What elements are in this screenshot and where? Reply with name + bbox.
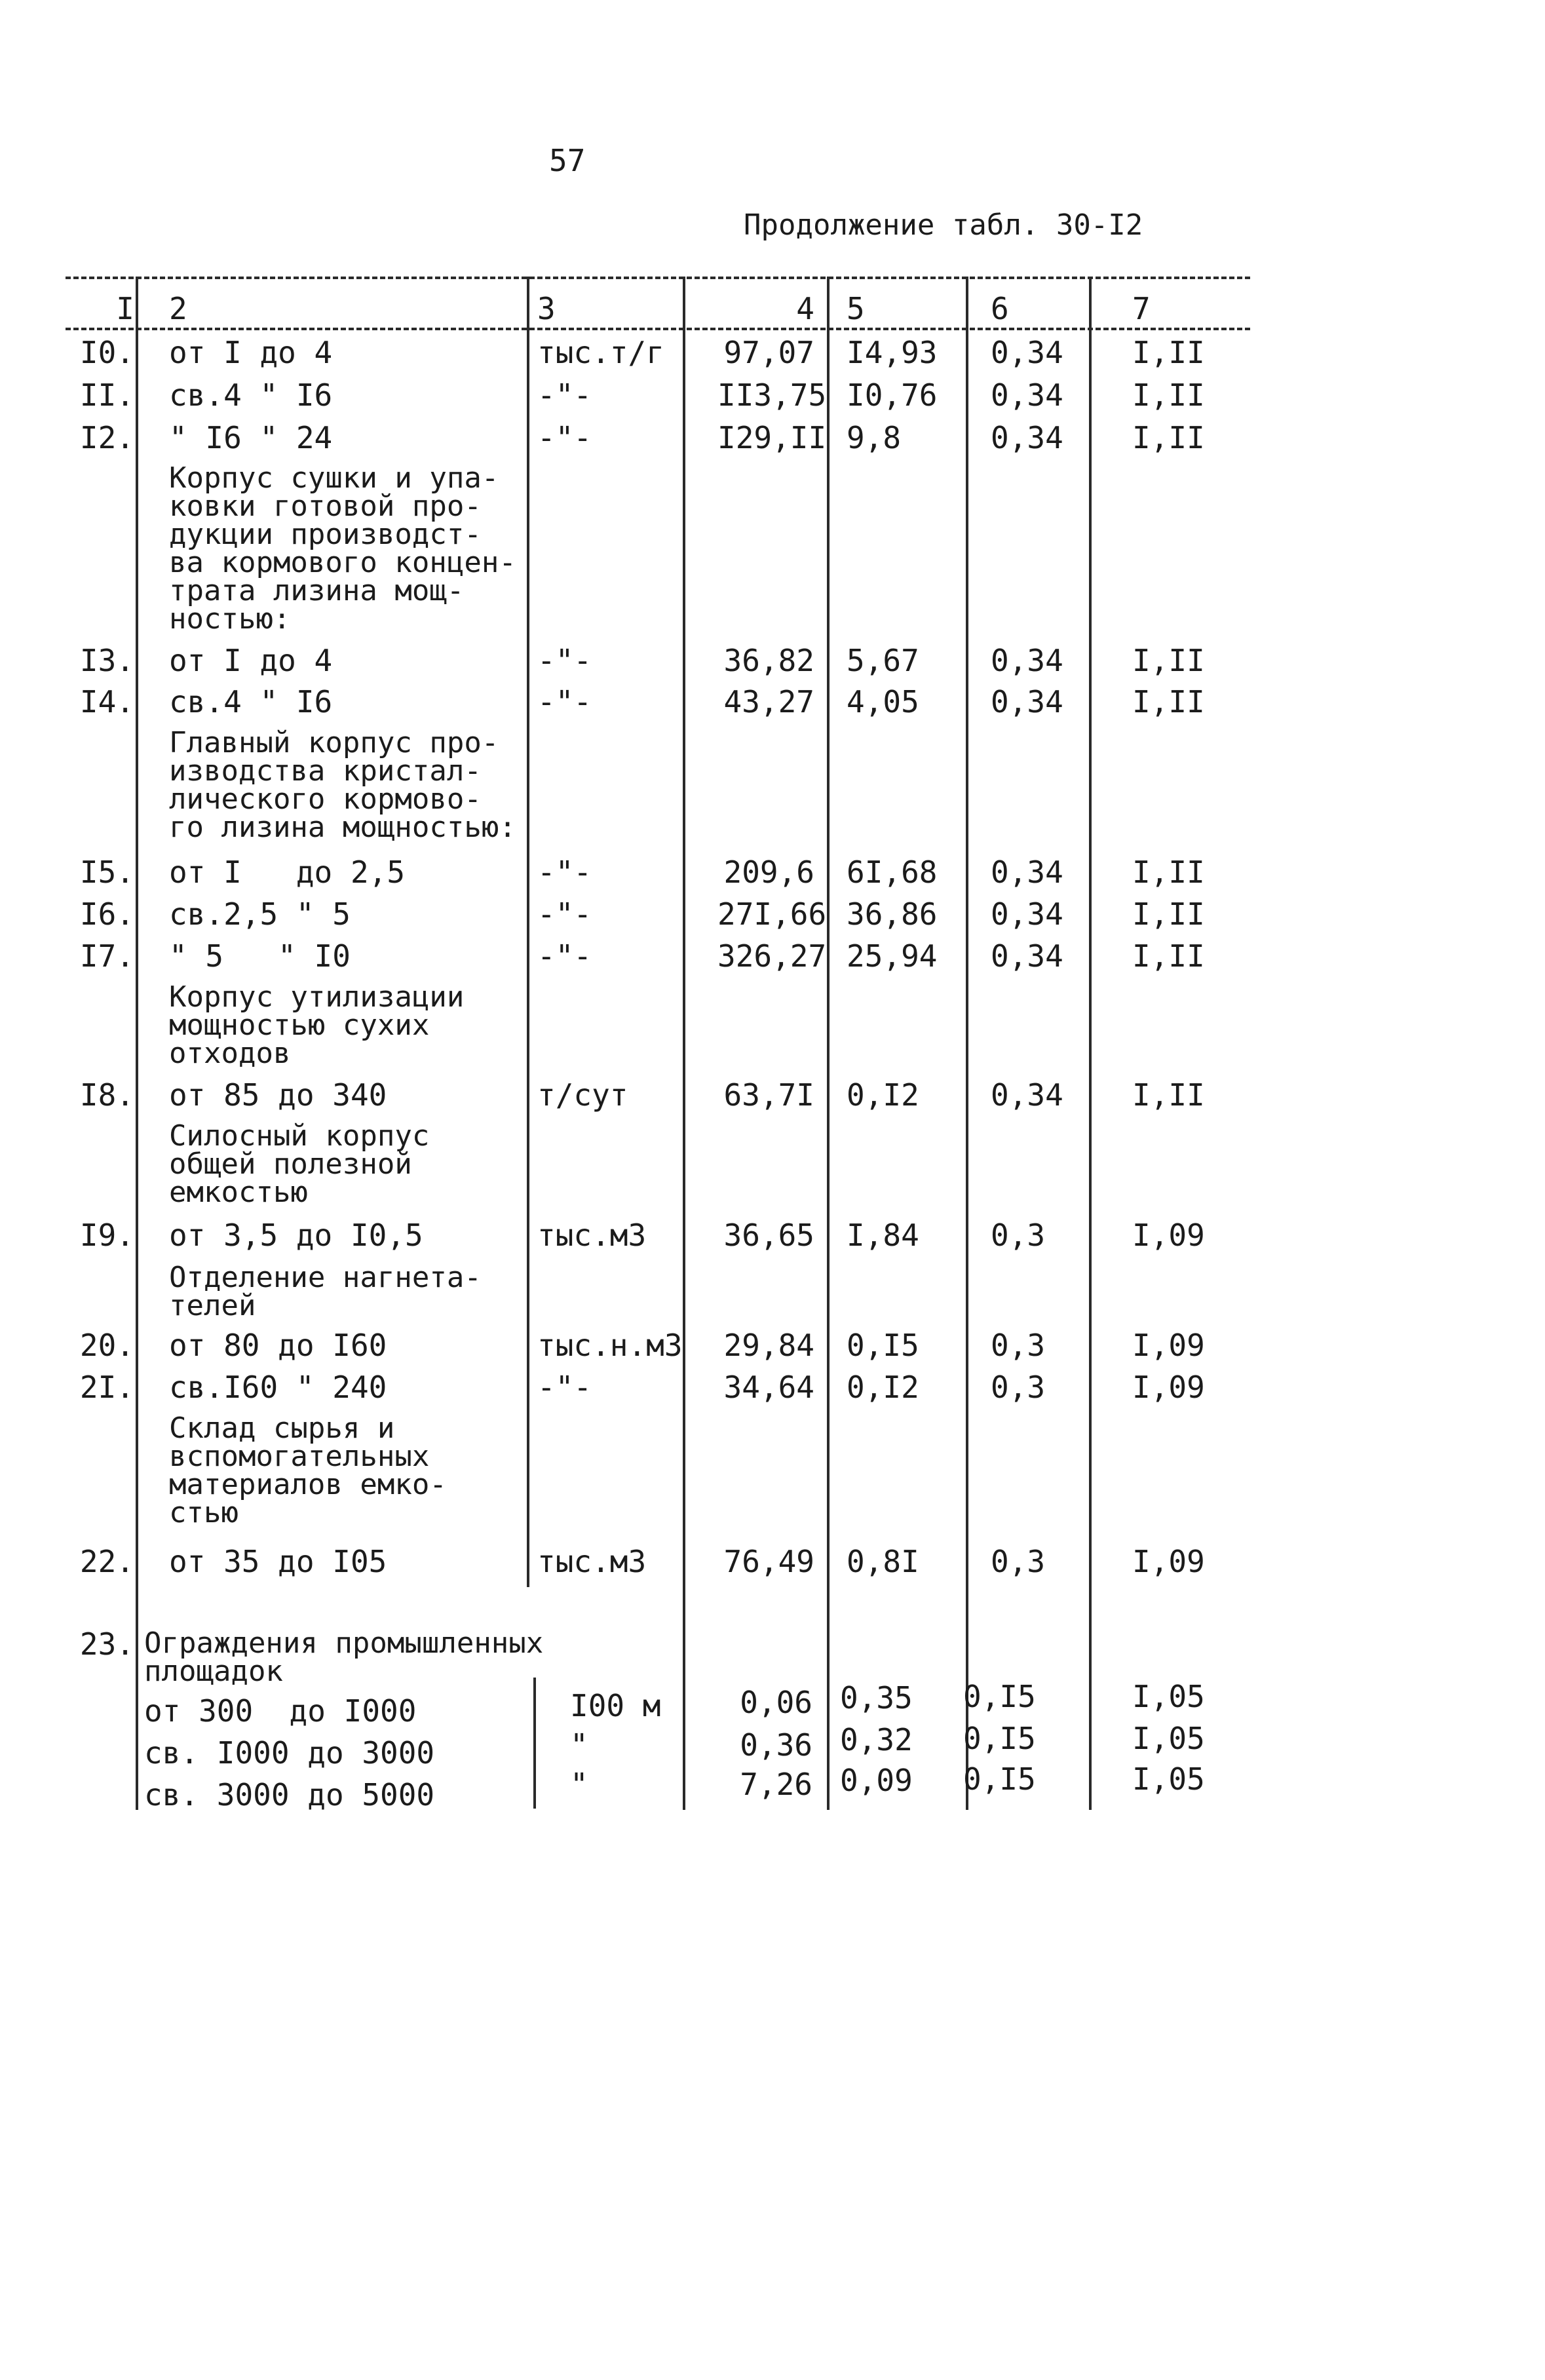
row-value-6: 0,34	[991, 1077, 1063, 1113]
row-value-5: 0,32	[840, 1722, 913, 1757]
row-value-7: I,II	[1132, 377, 1205, 413]
row-value-7: I,II	[1132, 854, 1205, 890]
group-description: Силосный корпус общей полезной емкостью	[169, 1119, 430, 1209]
col-divider-1	[136, 277, 138, 1810]
row-unit: -"-	[537, 938, 592, 974]
row-name: от 35 до I05	[169, 1544, 387, 1579]
row-value-7: I,09	[1132, 1328, 1205, 1363]
row-value-4: 209,6	[723, 854, 814, 890]
row-name: св. I000 до 3000	[144, 1735, 435, 1771]
row-value-7: I,II	[1132, 1077, 1205, 1113]
header-col-6: 6	[991, 291, 1009, 326]
row-value-6: 0,I5	[963, 1679, 1036, 1714]
row-value-5: 5,67	[847, 643, 919, 678]
row-unit: -"-	[537, 854, 592, 890]
row-value-7: I,09	[1132, 1544, 1205, 1579]
row-value-7: I,II	[1132, 420, 1205, 455]
group-description: Склад сырья и вспомогательных материалов емко- стью	[169, 1411, 447, 1529]
row-name: " 5 " I0	[169, 938, 351, 974]
row-value-5: 25,94	[847, 938, 938, 974]
row-name: от 85 до 340	[169, 1077, 387, 1113]
row-value-6: 0,3	[991, 1328, 1046, 1363]
group-description: Отделение нагнета- телей	[169, 1261, 482, 1322]
row-unit: -"-	[537, 420, 592, 455]
row-name: св.I60 " 240	[169, 1370, 387, 1405]
row-value-7: I,09	[1132, 1218, 1205, 1253]
row-value-5: 0,I5	[847, 1328, 919, 1363]
row-name: св. 3000 до 5000	[144, 1777, 435, 1813]
row-value-5: I4,93	[847, 335, 938, 370]
row-value-4: 29,84	[723, 1328, 814, 1363]
row-name: от 80 до I60	[169, 1328, 387, 1363]
row-value-6: 0,3	[991, 1370, 1046, 1405]
row-number: I2.	[79, 420, 134, 455]
row-name: от I до 4	[169, 643, 333, 678]
row-value-6: 0,34	[991, 684, 1063, 720]
row-number: I0.	[79, 335, 134, 370]
row-number: I4.	[79, 684, 134, 720]
row-number: I9.	[79, 1218, 134, 1253]
row-unit: "	[570, 1727, 588, 1763]
row-number: I7.	[79, 938, 134, 974]
col-divider-4	[827, 277, 830, 1810]
row-value-6: 0,I5	[963, 1721, 1036, 1756]
row-unit: тыс.т/г	[537, 335, 664, 370]
row-value-4: 36,65	[723, 1218, 814, 1253]
row-value-5: I0,76	[847, 377, 938, 413]
row-number: 2I.	[79, 1370, 134, 1405]
row-value-4: 76,49	[723, 1544, 814, 1579]
row-value-5: I,84	[847, 1218, 919, 1253]
row-number: I3.	[79, 643, 134, 678]
row-number: I8.	[79, 1077, 134, 1113]
header-col-7: 7	[1132, 291, 1151, 326]
row-value-6: 0,3	[991, 1544, 1046, 1579]
row-number: 22.	[79, 1544, 134, 1579]
header-top-rule	[66, 277, 1250, 279]
row-value-7: I,II	[1132, 643, 1205, 678]
row-value-5: 0,35	[840, 1680, 913, 1716]
header-col-5: 5	[847, 291, 865, 326]
header-col-1: I	[116, 291, 134, 326]
row-unit: -"-	[537, 684, 592, 720]
row-value-5: 36,86	[847, 896, 938, 932]
row-value-4: 36,82	[723, 643, 814, 678]
row-value-6: 0,I5	[963, 1761, 1036, 1797]
row-value-4: 97,07	[723, 335, 814, 370]
row-name: св.4 " I6	[169, 684, 333, 720]
row-value-7: I,II	[1132, 335, 1205, 370]
col-divider-3	[683, 277, 685, 1810]
row-name: от 300 до I000	[144, 1693, 417, 1729]
row-value-7: I,II	[1132, 896, 1205, 932]
col-divider-2	[527, 277, 529, 1587]
row-unit: т/сут	[537, 1077, 628, 1113]
row-unit: I00 м	[570, 1688, 661, 1723]
row-value-7: I,09	[1132, 1370, 1205, 1405]
row-value-5: 9,8	[847, 420, 902, 455]
header-bottom-rule	[66, 328, 1250, 330]
row-value-5: 0,09	[840, 1763, 913, 1798]
row-value-6: 0,34	[991, 643, 1063, 678]
row-value-7: I,05	[1132, 1721, 1205, 1756]
section-title: Ограждения промышленных площадок	[144, 1626, 544, 1688]
row-value-6: 0,34	[991, 420, 1063, 455]
row-value-4: II3,75	[717, 377, 827, 413]
row-name: от 3,5 до I0,5	[169, 1218, 423, 1253]
row-value-4: 326,27	[717, 938, 827, 974]
row-unit: -"-	[537, 1370, 592, 1405]
row-unit: -"-	[537, 643, 592, 678]
section-number: 23.	[79, 1626, 134, 1662]
row-number: 20.	[79, 1328, 134, 1363]
row-value-5: 4,05	[847, 684, 919, 720]
row-value-7: I,05	[1132, 1679, 1205, 1714]
row-value-5: 6I,68	[847, 854, 938, 890]
col-divider-6	[1089, 277, 1092, 1810]
row-value-4: 34,64	[723, 1370, 814, 1405]
row-name: св.2,5 " 5	[169, 896, 351, 932]
row-name: от I до 2,5	[169, 854, 406, 890]
row-unit: тыс.н.м3	[537, 1328, 683, 1363]
row-value-4: 43,27	[723, 684, 814, 720]
row-value-4: 7,26	[740, 1767, 812, 1802]
row-value-4: 0,06	[740, 1685, 812, 1720]
group-description: Корпус сушки и упа- ковки готовой про- дукции производст- ва кормового концен- трата лизина мощ- ностью:	[169, 461, 516, 636]
row-value-6: 0,34	[991, 938, 1063, 974]
row-name: св.4 " I6	[169, 377, 333, 413]
row-value-6: 0,34	[991, 335, 1063, 370]
row-value-4: 27I,66	[717, 896, 827, 932]
col-divider-5	[966, 277, 968, 1810]
header-col-4: 4	[796, 291, 814, 326]
row-number: I5.	[79, 854, 134, 890]
table-continuation-title: Продолжение табл. 30-I2	[744, 208, 1143, 242]
row-value-6: 0,34	[991, 854, 1063, 890]
row-number: II.	[79, 377, 134, 413]
row-unit: "	[570, 1767, 588, 1802]
row-value-6: 0,34	[991, 896, 1063, 932]
col-divider-2b	[533, 1678, 536, 1809]
row-value-6: 0,34	[991, 377, 1063, 413]
row-unit: -"-	[537, 896, 592, 932]
row-value-5: 0,8I	[847, 1544, 919, 1579]
row-name: " I6 " 24	[169, 420, 333, 455]
row-value-7: I,II	[1132, 684, 1205, 720]
row-value-4: I29,II	[717, 420, 827, 455]
header-col-2: 2	[169, 291, 187, 326]
row-value-4: 0,36	[740, 1727, 812, 1763]
group-description: Главный корпус про- изводства кристал- лического кормово- го лизина мощностью:	[169, 726, 516, 844]
row-unit: тыс.м3	[537, 1544, 647, 1579]
row-unit: тыс.м3	[537, 1218, 647, 1253]
row-value-7: I,II	[1132, 938, 1205, 974]
row-value-5: 0,I2	[847, 1370, 919, 1405]
row-value-7: I,05	[1132, 1761, 1205, 1797]
row-number: I6.	[79, 896, 134, 932]
group-description: Корпус утилизации мощностью сухих отходов	[169, 980, 465, 1070]
row-value-5: 0,I2	[847, 1077, 919, 1113]
row-value-6: 0,3	[991, 1218, 1046, 1253]
row-value-4: 63,7I	[723, 1077, 814, 1113]
header-col-3: 3	[537, 291, 556, 326]
row-unit: -"-	[537, 377, 592, 413]
row-name: от I до 4	[169, 335, 333, 370]
page-number: 57	[549, 143, 586, 178]
